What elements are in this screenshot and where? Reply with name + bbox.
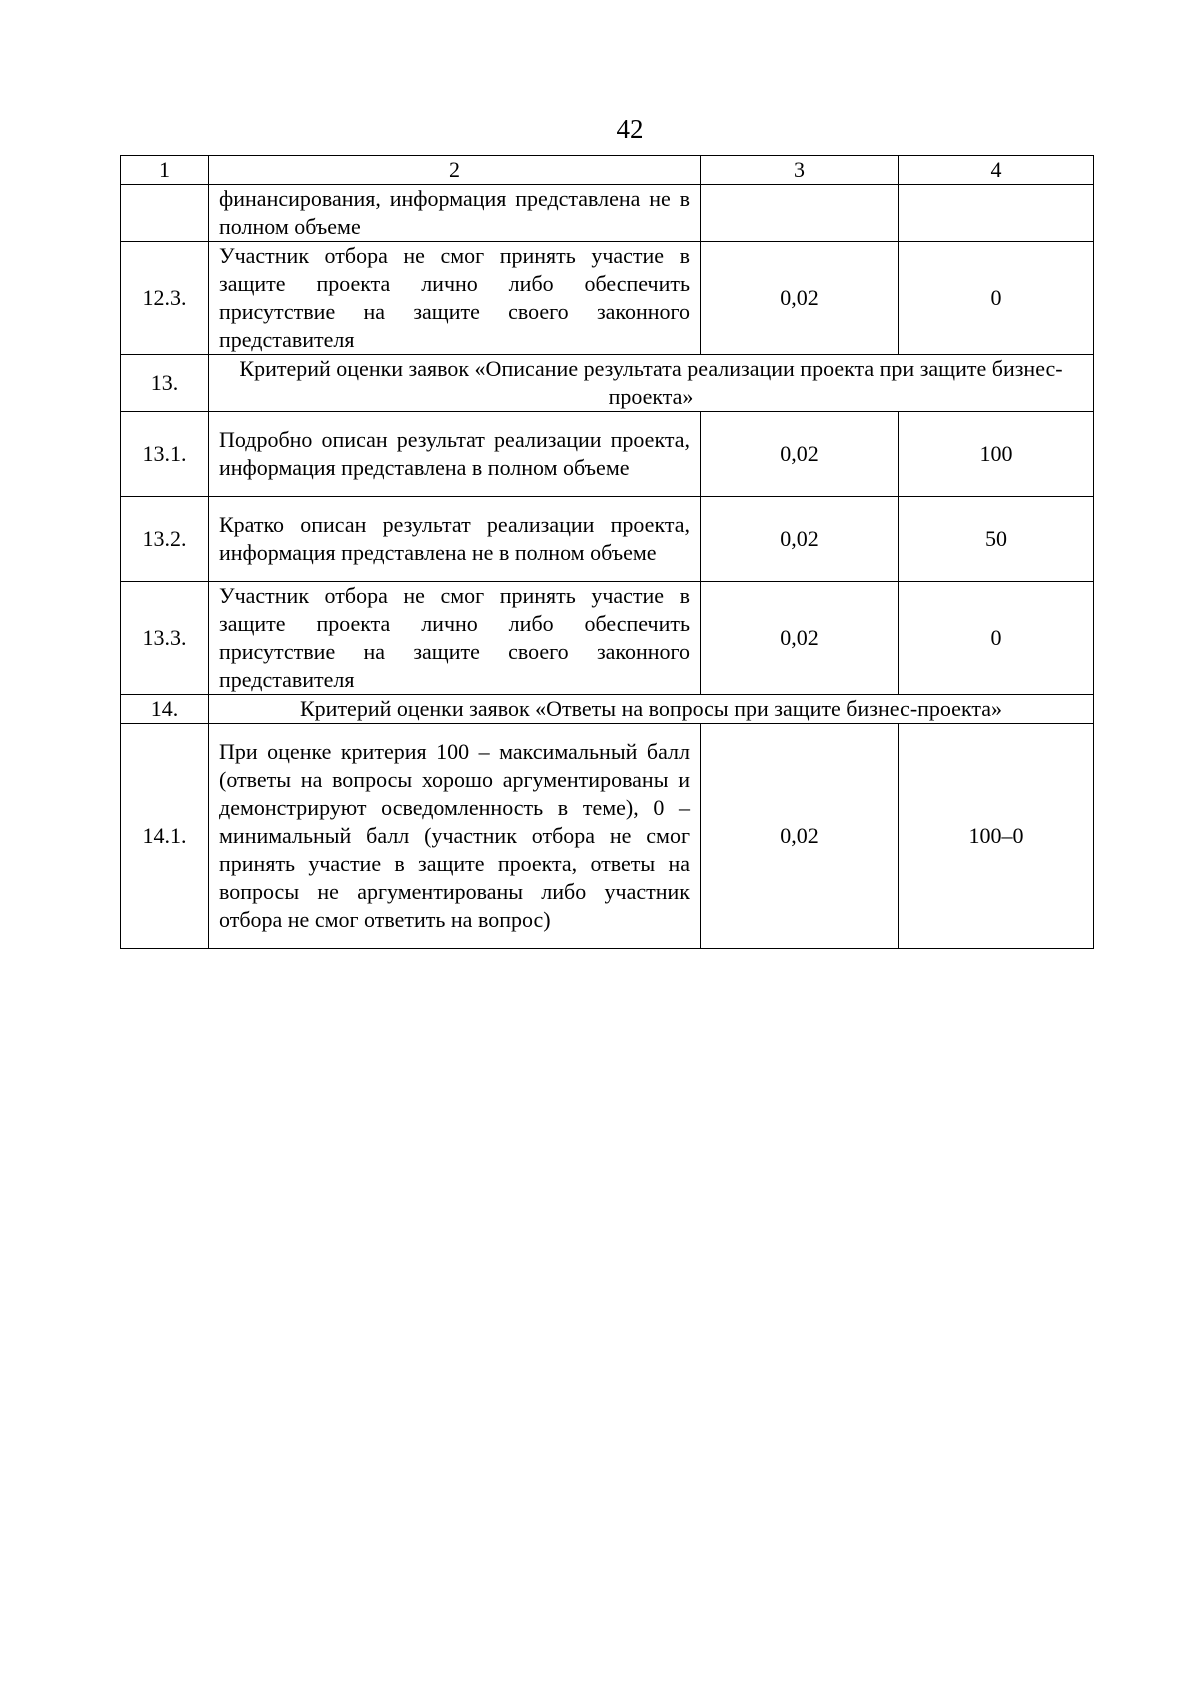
row-description: При оценке критерия 100 – максимальный балл (ответы на вопросы хорошо аргументированы и демонстрируют осведомленность в теме), 0 – минимальный балл (участник отбора не смог принять участие в защите проекта, ответы на вопросы не аргументированы либо участник отбора не смог ответить на вопрос) xyxy=(209,724,701,949)
row-number: 13.1. xyxy=(121,412,209,497)
row-number: 14. xyxy=(121,695,209,724)
row-weight: 0,02 xyxy=(701,412,899,497)
row-number: 12.3. xyxy=(121,242,209,355)
row-score: 100–0 xyxy=(899,724,1094,949)
row-score: 0 xyxy=(899,242,1094,355)
row-description: Участник отбора не смог принять участие в защите проекта лично либо обеспечить присутствие на защите своего законного представителя xyxy=(209,582,701,695)
row-score xyxy=(899,185,1094,242)
criterion-title: Критерий оценки заявок «Ответы на вопросы при защите бизнес-проекта» xyxy=(209,695,1094,724)
criterion-title: Критерий оценки заявок «Описание результата реализации проекта при защите бизнес-проекта» xyxy=(209,355,1094,412)
header-cell: 3 xyxy=(701,156,899,185)
page-number: 42 xyxy=(616,114,644,144)
table-row xyxy=(121,185,1094,242)
row-weight: 0,02 xyxy=(701,582,899,695)
row-number xyxy=(121,185,209,242)
row-score: 0 xyxy=(899,582,1094,695)
row-number: 13. xyxy=(121,355,209,412)
row-weight: 0,02 xyxy=(701,242,899,355)
row-number: 13.2. xyxy=(121,497,209,582)
row-description: финансирования, информация представлена не в полном объеме xyxy=(209,185,701,242)
row-number: 14.1. xyxy=(121,724,209,949)
row-weight: 0,02 xyxy=(701,497,899,582)
table-row xyxy=(121,582,1094,695)
table-row xyxy=(121,497,1094,582)
table-row xyxy=(121,412,1094,497)
table-row xyxy=(121,724,1094,949)
row-weight: 0,02 xyxy=(701,724,899,949)
criterion-row xyxy=(121,355,1094,412)
row-description: Участник отбора не смог принять участие в защите проекта лично либо обеспечить присутствие на защите своего законного представителя xyxy=(209,242,701,355)
header-cell: 1 xyxy=(121,156,209,185)
row-score: 100 xyxy=(899,412,1094,497)
table-header-row xyxy=(121,156,1094,185)
row-number: 13.3. xyxy=(121,582,209,695)
header-cell: 4 xyxy=(899,156,1094,185)
criterion-row xyxy=(121,695,1094,724)
row-weight xyxy=(701,185,899,242)
row-description: Кратко описан результат реализации проекта, информация представлена не в полном объеме xyxy=(209,497,701,582)
criteria-table xyxy=(120,155,1094,949)
row-description: Подробно описан результат реализации проекта, информация представлена в полном объеме xyxy=(209,412,701,497)
table-row xyxy=(121,242,1094,355)
row-score: 50 xyxy=(899,497,1094,582)
header-cell: 2 xyxy=(209,156,701,185)
